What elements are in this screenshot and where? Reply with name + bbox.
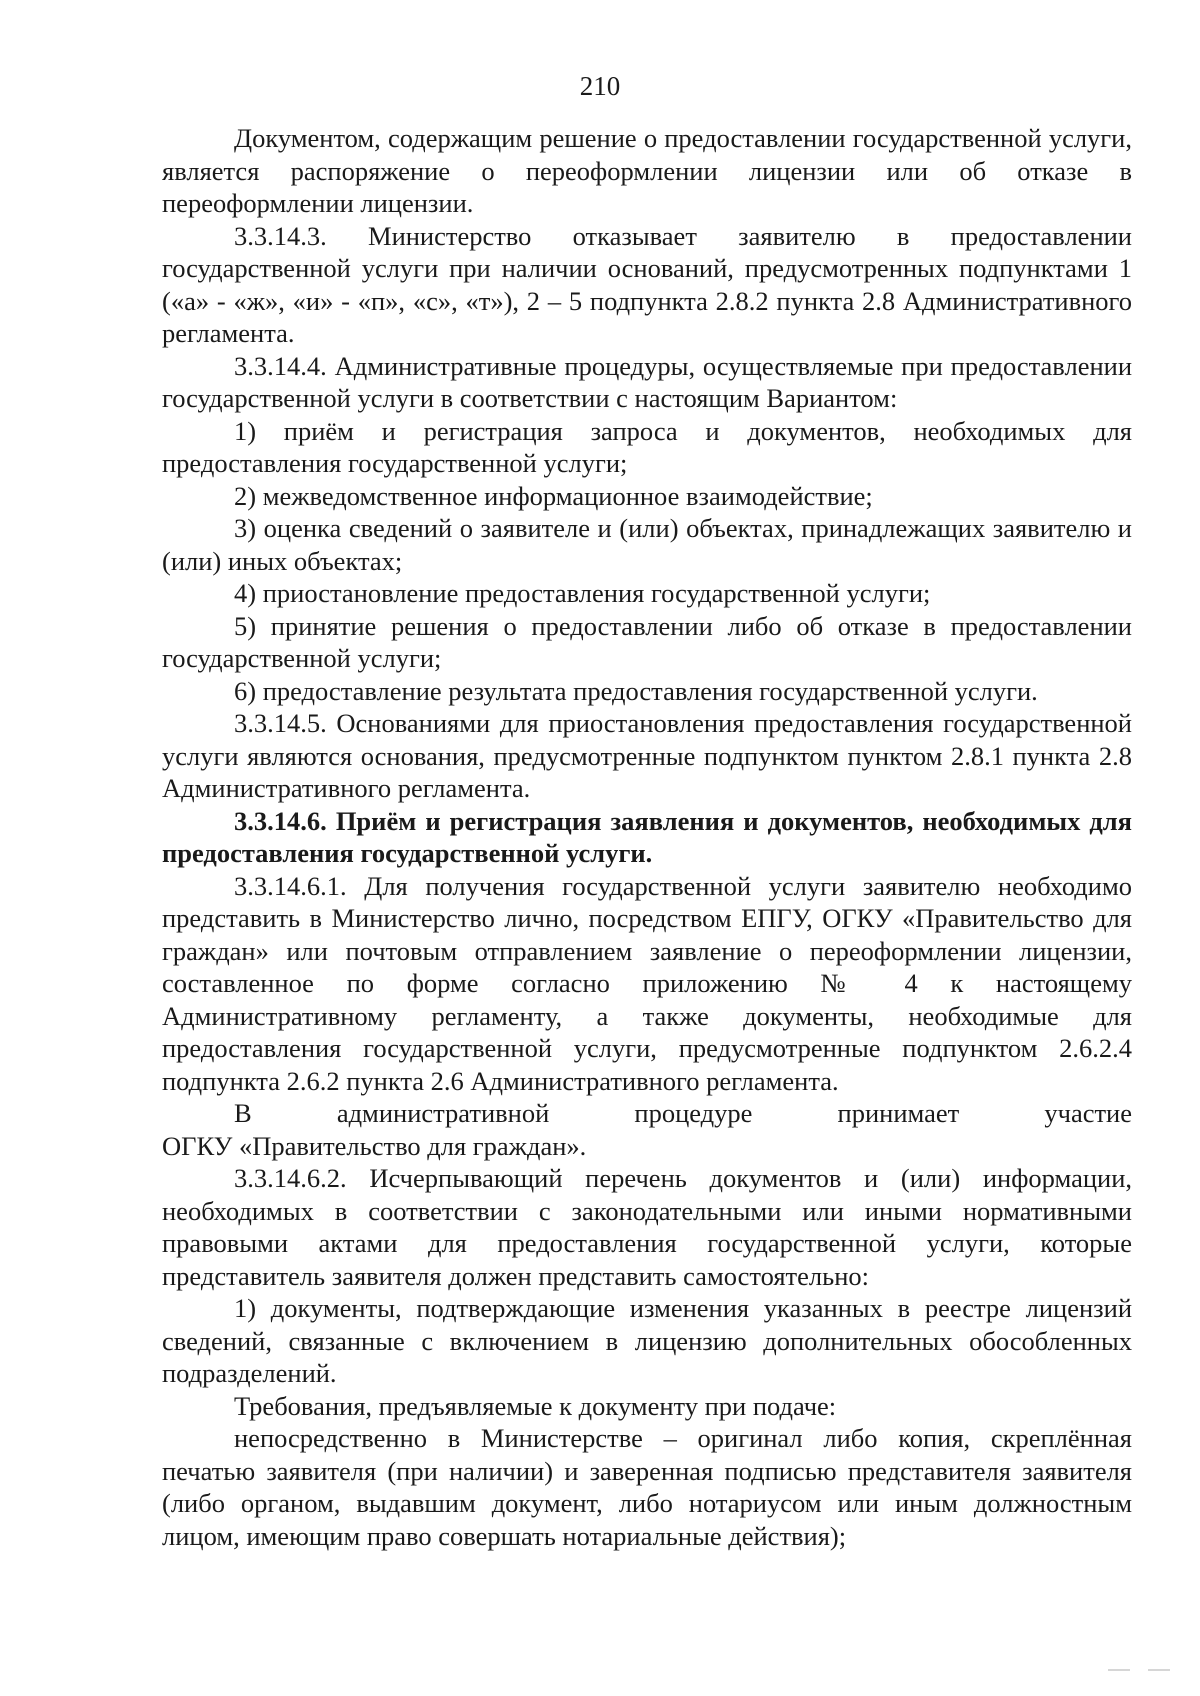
scan-artifact-mark [1108, 1669, 1130, 1671]
list-item-2: 2) межведомственное информационное взаимодействие; [234, 480, 873, 511]
list-item-6: 6) предоставление результата предоставления государственной услуги. [234, 675, 1038, 706]
list-item-documents: 1) документы, подтверждающие изменения указанных в реестре лицензий сведений, связанные с включением в лицензию дополнительных обособленных подразделений. [162, 1293, 1132, 1388]
list-item-3: 3) оценка сведений о заявителе и (или) объектах, принадлежащих заявителю и (или) иных объектах; [162, 513, 1132, 576]
paragraph-3-3-14-6-2: 3.3.14.6.2. Исчерпывающий перечень документов и (или) информации, необходимых в соответствии с законодательными или иными нормативными правовыми актами для предоставления государственной услуги, которые представитель заявителя должен представить самостоятельно: [162, 1163, 1132, 1291]
list-item-5: 5) принятие решения о предоставлении либо об отказе в предоставлении государственной услуги; [162, 610, 1132, 673]
document-body [162, 122, 1132, 1552]
paragraph-participant-name: ОГКУ «Правительство для граждан». [162, 1130, 587, 1161]
paragraph-3-3-14-6-1: 3.3.14.6.1. Для получения государственной услуги заявителю необходимо представить в Министерство лично, посредством ЕПГУ, ОГКУ «Правительство для граждан» или почтовым отправлением заявление о переоформлении лицензии, составленное по форме согласно приложению № 4 к настоящему Административному регламенту, а также документы, необходимые для предоставления государственной услуги, предусмотренные подпунктом 2.6.2.4 подпункта 2.6.2 пункта 2.6 Административного регламента. [162, 870, 1132, 1096]
list-item-4: 4) приостановление предоставления государственной услуги; [234, 578, 931, 608]
scan-artifact-mark [1148, 1669, 1170, 1671]
paragraph-3-3-14-4: 3.3.14.4. Административные процедуры, осуществляемые при предоставлении государственной услуги в соответствии с настоящим Вариантом: [162, 350, 1132, 413]
section-heading-3-3-14-6: 3.3.14.6. Приём и регистрация заявления и документов, необходимых для предоставления государственной услуги. [162, 805, 1132, 868]
paragraph-in-ministry: непосредственно в Министерстве – оригинал либо копия, скреплённая печатью заявителя (при наличии) и заверенная подписью представителя заявителя (либо органом, выдавшим документ, либо нотариусом или иным должностным лицом, имеющим право совершать нотариальные действия); [162, 1423, 1132, 1551]
paragraph-3-3-14-3: 3.3.14.3. Министерство отказывает заявителю в предоставлении государственной услуги при наличии оснований, предусмотренных подпунктами 1 («а» - «ж», «и» - «п», «с», «т»), 2 – 5 подпункта 2.8.2 пункта 2.8 Административного регламента. [162, 220, 1132, 348]
list-item-1: 1) приём и регистрация запроса и документов, необходимых для предоставления государственной услуги; [162, 415, 1132, 478]
paragraph-3-3-14-5: 3.3.14.5. Основаниями для приостановления предоставления государственной услуги являются основания, предусмотренные подпунктом пунктом 2.8.1 пункта 2.8 Административного регламента. [162, 708, 1132, 803]
paragraph-requirements: Требования, предъявляемые к документу при подаче: [234, 1390, 837, 1421]
paragraph-participation: В административной процедуре принимает участие [234, 1098, 1132, 1128]
paragraph-decision-document: Документом, содержащим решение о предоставлении государственной услуги, является распоряжение о переоформлении лицензии или об отказе в переоформлении лицензии. [162, 123, 1132, 218]
page-number: 210 [579, 71, 621, 101]
